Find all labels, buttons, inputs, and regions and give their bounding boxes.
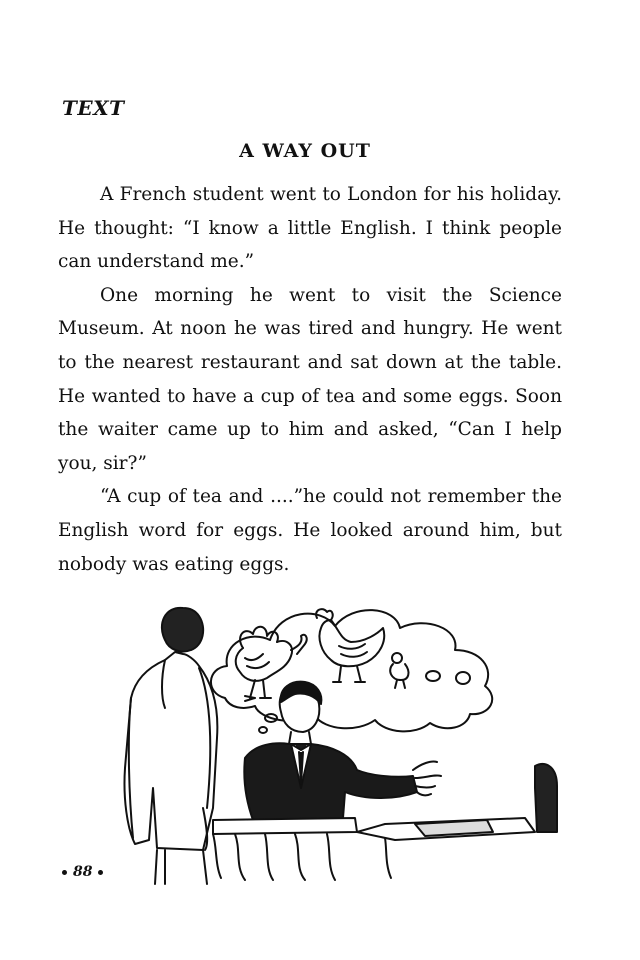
table <box>213 818 535 880</box>
restaurant-illustration <box>95 588 565 888</box>
bullet-icon <box>98 870 103 875</box>
page-number <box>56 864 109 880</box>
waiter-figure <box>124 608 217 884</box>
page-number-value: 88 <box>73 864 93 880</box>
paragraph-3: “A cup of tea and ....”he could not remember the English word for eggs. He looked around him, but nobody was eating eggs. <box>58 486 562 575</box>
lesson-title: A WAY OUT <box>239 140 371 162</box>
thought-cloud <box>211 610 492 733</box>
paragraph-2: One morning he went to visit the Science Museum. At noon he was tired and hungry. He went to the nearest restaurant and sat down at the table. He wanted to have a cup of tea and some eggs. Soon the waiter came up to him and asked, “Can I help you, sir?” <box>58 284 562 474</box>
section-label: TEXT <box>62 96 125 120</box>
paragraph-1: A French student went to London for his holiday. He thought: “I know a little English. I think people can understand me.” <box>58 184 562 273</box>
chair <box>535 764 557 832</box>
lesson-text <box>58 178 562 581</box>
bullet-icon <box>62 870 67 875</box>
